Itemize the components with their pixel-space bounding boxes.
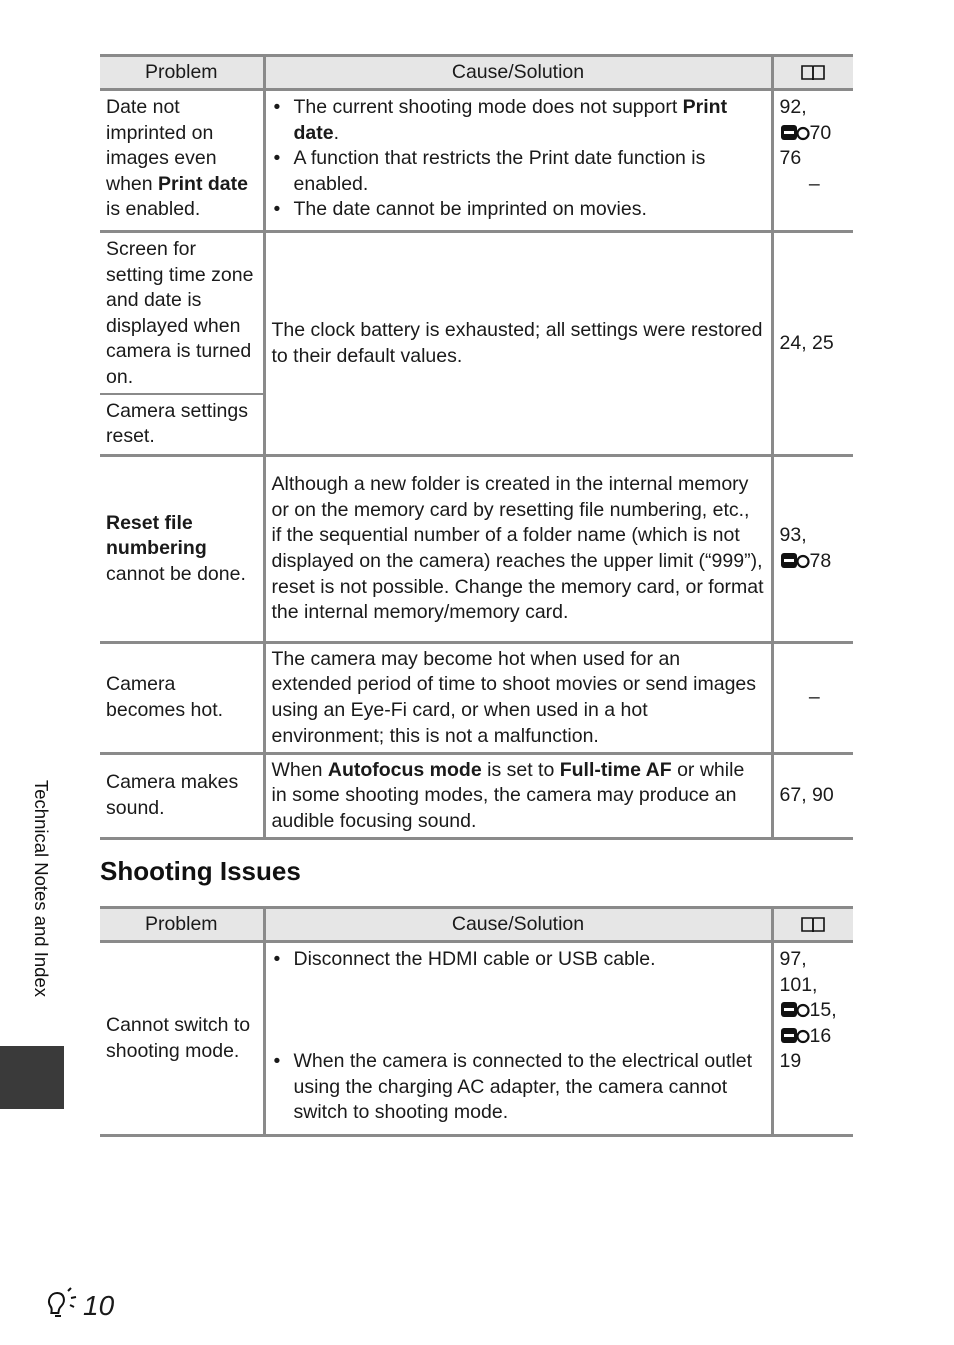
reference-cell xyxy=(772,456,853,643)
page-number-text: 10 xyxy=(83,1289,115,1321)
cause-bold-text: Autofocus mode xyxy=(327,758,482,781)
header-reference xyxy=(772,56,853,90)
header-reference xyxy=(772,908,853,942)
reference-page: 92, xyxy=(779,96,807,118)
reference-page: 93, xyxy=(779,524,807,547)
reference-page xyxy=(780,1024,850,1050)
reference-cell: 24, 25 xyxy=(772,232,853,456)
header-cause-solution: Cause/Solution xyxy=(264,908,772,942)
cause-bold-text: Full-time AF xyxy=(559,758,672,781)
bullet-bold-text: Print date xyxy=(293,96,728,144)
book-icon xyxy=(800,64,826,82)
reference-page: 97, xyxy=(779,948,807,970)
reference-cell: – xyxy=(772,643,853,754)
table-header-row xyxy=(100,908,853,942)
reference-cell: 67, 90 xyxy=(772,754,853,839)
cause-bullet: • Disconnect the HDMI cable or USB cable. xyxy=(272,947,765,973)
header-problem: Problem xyxy=(100,908,264,942)
table-row xyxy=(100,754,853,839)
problem-bold-text: Reset file numbering xyxy=(106,511,207,560)
problem-bold-text: Print date xyxy=(158,172,248,195)
page-number xyxy=(46,1287,114,1324)
problem-cell: Screen for setting time zone and date is displayed when camera is turned on. xyxy=(100,232,264,394)
reference-page: 19 xyxy=(779,1050,802,1073)
table-row xyxy=(100,456,853,643)
reference-number: 70 xyxy=(809,121,832,144)
reference-section-icon xyxy=(780,551,810,568)
reference-number: 78 xyxy=(809,550,832,573)
cause-text: When xyxy=(271,758,328,781)
section-title: Shooting Issues xyxy=(100,856,301,886)
side-section-label: Technical Notes and Index xyxy=(31,780,52,997)
reference-page: 76 xyxy=(779,147,802,170)
reference-section-icon xyxy=(780,1000,810,1017)
problem-text-end: is enabled. xyxy=(106,198,201,221)
reference-cell xyxy=(772,942,853,1136)
reference-page xyxy=(780,121,850,147)
table-header-row xyxy=(100,56,853,90)
reference-number: 16 xyxy=(809,1024,832,1047)
reference-section-icon xyxy=(780,1026,810,1043)
side-section-tab xyxy=(0,1046,64,1109)
bullet-text-end: . xyxy=(333,121,340,144)
table-row xyxy=(100,942,853,1136)
header-cause-solution: Cause/Solution xyxy=(264,56,772,90)
reference-page xyxy=(780,998,850,1024)
problem-cell xyxy=(100,456,264,643)
reference-cell xyxy=(772,90,853,232)
cause-cell: Although a new folder is created in the internal memory or on the memory card by resetting file numbering, etc., if the sequential number of a folder name (which is not displayed on the camera) reaches the upper limit (“999”), reset is not possible. Change the memory card, or format the internal memory/memory card. xyxy=(264,456,772,643)
problem-cell: Cannot switch to shooting mode. xyxy=(100,942,264,1136)
cause-text: or while in some shooting modes, the camera may produce an audible focusing sound. xyxy=(271,758,745,832)
table-row xyxy=(100,232,853,394)
problem-text-end: cannot be done. xyxy=(106,562,246,585)
cause-cell xyxy=(264,90,772,232)
problem-text: Date not imprinted on images even when xyxy=(106,96,217,195)
cause-bullet: • A function that restricts the Print date function is enabled. xyxy=(272,146,765,197)
cause-cell: The clock battery is exhausted; all settings were restored to their default values. xyxy=(264,232,772,456)
reference-page: – xyxy=(808,172,820,195)
tips-bulb-icon xyxy=(46,1287,80,1324)
book-icon xyxy=(800,916,826,934)
cause-bullet: • When the camera is connected to the electrical outlet using the charging AC adapter, the camera cannot switch to shooting mode. xyxy=(272,1049,765,1126)
reference-number: 15, xyxy=(809,999,837,1022)
reference-page xyxy=(780,549,850,575)
troubleshooting-table-general xyxy=(100,54,853,840)
troubleshooting-table-shooting xyxy=(100,906,853,1137)
header-problem: Problem xyxy=(100,56,264,90)
reference-page: 101, xyxy=(779,973,818,996)
cause-text: is set to xyxy=(481,758,560,781)
cause-bullet: • The date cannot be imprinted on movies. xyxy=(272,197,765,223)
cause-cell: The camera may become hot when used for an extended period of time to shoot movies or send images using an Eye-Fi card, or when used in a hot environment; this is not a malfunction. xyxy=(264,643,772,754)
cause-cell xyxy=(264,754,772,839)
problem-cell: Camera makes sound. xyxy=(100,754,264,839)
table-row xyxy=(100,90,853,232)
reference-section-icon xyxy=(780,123,810,140)
table-row xyxy=(100,643,853,754)
problem-cell: Camera becomes hot. xyxy=(100,643,264,754)
problem-cell: Camera settings reset. xyxy=(100,394,264,456)
bullet-text: The current shooting mode does not support xyxy=(293,96,683,118)
cause-bullet xyxy=(272,95,765,146)
problem-cell xyxy=(100,90,264,232)
cause-cell xyxy=(264,942,772,1136)
